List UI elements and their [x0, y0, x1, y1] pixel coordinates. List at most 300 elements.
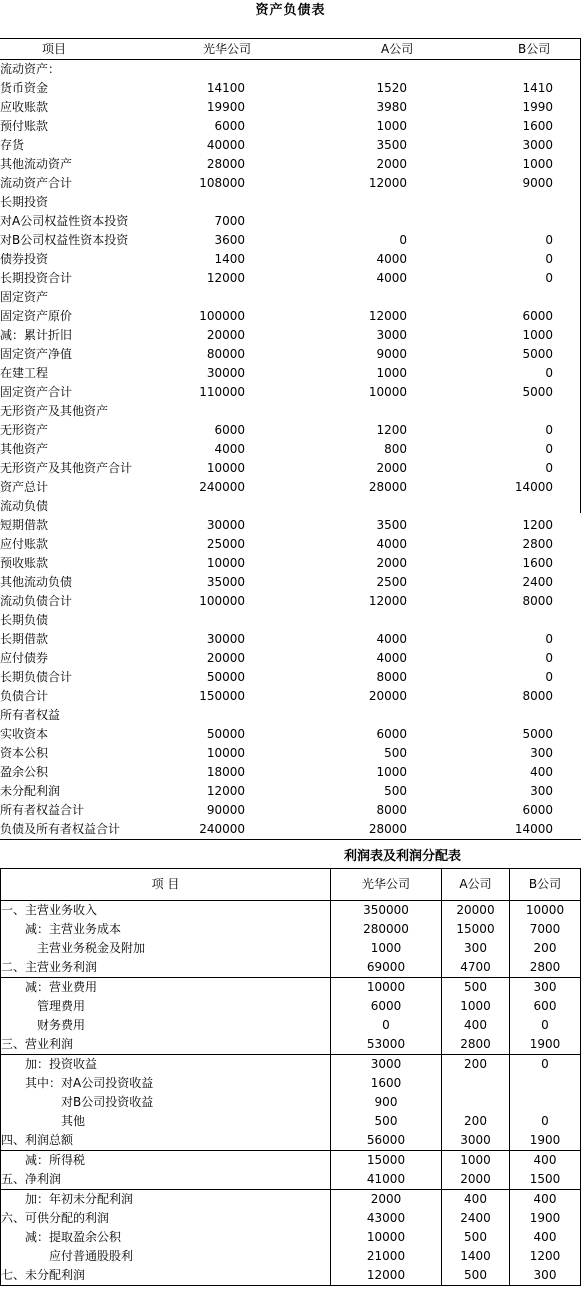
table-row — [1, 1035, 581, 1055]
header-company-b: B公司 — [518, 42, 551, 56]
value-company-a: 28000 — [368, 822, 407, 836]
value-guanghua: 150000 — [199, 689, 245, 703]
value-guanghua: 6000 — [331, 997, 442, 1016]
value-company-b: 200 — [510, 939, 581, 958]
value-company-b: 3000 — [522, 138, 553, 152]
row-label: 对B公司投资收益 — [1, 1093, 331, 1112]
value-company-b — [510, 1074, 581, 1093]
value-company-b: 300 — [530, 746, 553, 760]
table-row — [0, 193, 581, 212]
value-company-b: 1000 — [522, 328, 553, 342]
value-company-a: 8000 — [376, 670, 407, 684]
value-company-b: 1410 — [522, 81, 553, 95]
value-guanghua: 90000 — [206, 803, 245, 817]
value-company-a: 0 — [399, 233, 407, 247]
row-label: 固定资产原价 — [0, 309, 73, 323]
value-company-a: 200 — [442, 1055, 510, 1075]
table-row — [0, 459, 581, 478]
value-guanghua: 500 — [331, 1112, 442, 1131]
value-guanghua: 20000 — [206, 328, 245, 342]
value-company-b: 400 — [510, 1151, 581, 1171]
value-guanghua: 69000 — [331, 958, 442, 978]
table-row — [1, 1055, 581, 1075]
row-label: 货币资金 — [0, 81, 49, 95]
value-company-b: 14000 — [514, 480, 553, 494]
row-label: 应收账款 — [0, 100, 49, 114]
row-label: 二、主营业务利润 — [1, 958, 331, 978]
value-company-b: 5000 — [522, 385, 553, 399]
value-guanghua: 2000 — [331, 1190, 442, 1210]
table-row — [1, 1247, 581, 1266]
value-guanghua: 10000 — [331, 978, 442, 998]
value-guanghua: 80000 — [206, 347, 245, 361]
table-row — [0, 687, 581, 706]
value-company-b: 1900 — [510, 1035, 581, 1055]
row-label: 加：投资收益 — [1, 1055, 331, 1075]
value-company-a — [442, 1074, 510, 1093]
row-label: 存货 — [0, 138, 25, 152]
value-guanghua: 240000 — [199, 480, 245, 494]
row-label: 应付普通股股利 — [1, 1247, 331, 1266]
value-guanghua: 0 — [331, 1016, 442, 1035]
value-company-b: 400 — [510, 1228, 581, 1247]
table-row — [0, 288, 581, 307]
table-row — [0, 668, 581, 687]
value-guanghua: 10000 — [206, 556, 245, 570]
value-guanghua: 3600 — [214, 233, 245, 247]
table-row — [0, 345, 581, 364]
value-company-b — [0, 402, 553, 421]
table-row — [0, 440, 581, 459]
value-guanghua: 50000 — [206, 727, 245, 741]
table-row — [0, 649, 581, 668]
balance-sheet — [0, 38, 581, 839]
value-guanghua: 15000 — [331, 1151, 442, 1171]
value-company-a: 4000 — [376, 632, 407, 646]
value-guanghua: 100000 — [199, 309, 245, 323]
table-row — [0, 706, 581, 725]
value-guanghua: 10000 — [206, 461, 245, 475]
row-label: 三、营业利润 — [1, 1035, 331, 1055]
row-label: 其他资产 — [0, 442, 49, 456]
balance-sheet-bottom-border — [0, 839, 581, 840]
row-label: 流动负债合计 — [0, 594, 73, 608]
row-label: 四、利润总额 — [1, 1131, 331, 1151]
table-row — [0, 402, 581, 421]
value-guanghua: 21000 — [331, 1247, 442, 1266]
value-company-b: 1600 — [522, 119, 553, 133]
value-company-b: 0 — [545, 271, 553, 285]
value-guanghua: 18000 — [206, 765, 245, 779]
header-item: 项 目 — [1, 869, 331, 901]
table-row — [1, 1112, 581, 1131]
table-row — [1, 939, 581, 958]
value-guanghua: 10000 — [331, 1228, 442, 1247]
value-guanghua: 7000 — [214, 214, 245, 228]
value-company-b: 10000 — [510, 901, 581, 921]
value-company-a: 12000 — [368, 176, 407, 190]
value-company-a: 500 — [384, 784, 407, 798]
row-label: 流动负债 — [0, 499, 49, 513]
value-guanghua: 10000 — [206, 746, 245, 760]
row-label: 六、可供分配的利润 — [1, 1209, 331, 1228]
value-guanghua: 12000 — [331, 1266, 442, 1286]
value-company-a: 4000 — [376, 252, 407, 266]
row-label: 固定资产 — [0, 290, 49, 304]
row-label: 其他 — [1, 1112, 331, 1131]
value-company-a: 400 — [442, 1016, 510, 1035]
row-label: 资本公积 — [0, 746, 49, 760]
table-row — [0, 79, 581, 98]
value-company-b: 1500 — [510, 1170, 581, 1190]
table-row — [0, 630, 581, 649]
table-row — [1, 958, 581, 978]
balance-sheet-rows — [0, 60, 581, 839]
row-label: 减：所得税 — [1, 1151, 331, 1171]
value-guanghua: 1400 — [214, 252, 245, 266]
value-company-a — [442, 1093, 510, 1112]
value-company-b: 300 — [510, 978, 581, 998]
table-row — [0, 212, 581, 231]
value-company-b — [0, 611, 553, 630]
table-row — [0, 421, 581, 440]
row-label: 在建工程 — [0, 366, 49, 380]
table-row — [1, 1190, 581, 1210]
table-row — [1, 1151, 581, 1171]
value-guanghua: 100000 — [199, 594, 245, 608]
value-company-b: 0 — [545, 233, 553, 247]
value-company-b — [0, 60, 553, 79]
row-label: 主营业务税金及附加 — [1, 939, 331, 958]
table-row — [1, 1016, 581, 1035]
value-company-a: 500 — [384, 746, 407, 760]
table-row — [0, 478, 581, 497]
table-row — [1, 1266, 581, 1286]
row-label: 负债合计 — [0, 689, 49, 703]
value-company-b: 2800 — [510, 958, 581, 978]
value-guanghua: 280000 — [331, 920, 442, 939]
row-label: 应付账款 — [0, 537, 49, 551]
value-company-a: 28000 — [368, 480, 407, 494]
table-row — [1, 1228, 581, 1247]
value-company-a: 1000 — [376, 366, 407, 380]
row-label: 财务费用 — [1, 1016, 331, 1035]
value-company-a: 1000 — [376, 765, 407, 779]
value-company-b: 6000 — [522, 309, 553, 323]
value-guanghua: 4000 — [214, 442, 245, 456]
table-row — [0, 326, 581, 345]
value-company-a: 500 — [442, 978, 510, 998]
value-guanghua: 35000 — [206, 575, 245, 589]
value-guanghua: 30000 — [206, 632, 245, 646]
value-company-b: 0 — [545, 461, 553, 475]
row-label: 流动资产： — [0, 62, 61, 76]
value-company-b: 8000 — [522, 594, 553, 608]
value-company-a: 4000 — [376, 651, 407, 665]
value-company-a: 12000 — [368, 309, 407, 323]
value-company-a: 4000 — [376, 537, 407, 551]
value-company-a: 8000 — [376, 803, 407, 817]
table-row — [0, 307, 581, 326]
table-row — [0, 497, 581, 516]
value-company-a: 12000 — [368, 594, 407, 608]
table-row — [0, 782, 581, 801]
header-item: 项目 — [42, 42, 67, 56]
value-company-a: 2000 — [376, 157, 407, 171]
value-company-b: 0 — [545, 632, 553, 646]
table-row — [0, 117, 581, 136]
row-label: 长期借款 — [0, 632, 49, 646]
row-label: 长期负债 — [0, 613, 49, 627]
header-company-b: B公司 — [510, 869, 581, 901]
income-header-row — [1, 869, 581, 901]
value-guanghua: 50000 — [206, 670, 245, 684]
table-row — [0, 155, 581, 174]
value-company-a: 9000 — [376, 347, 407, 361]
value-company-a: 3500 — [376, 518, 407, 532]
table-row — [0, 611, 581, 630]
value-company-a: 3000 — [376, 328, 407, 342]
value-company-a: 4000 — [376, 271, 407, 285]
value-company-b: 1600 — [522, 556, 553, 570]
value-company-b: 0 — [510, 1112, 581, 1131]
header-company-a: A公司 — [381, 42, 414, 56]
value-guanghua: 110000 — [199, 385, 245, 399]
row-label: 其他流动负债 — [0, 575, 73, 589]
value-guanghua: 25000 — [206, 537, 245, 551]
value-guanghua: 20000 — [206, 651, 245, 665]
value-guanghua: 28000 — [206, 157, 245, 171]
row-label: 其中：对A公司投资收益 — [1, 1074, 331, 1093]
value-company-a: 2800 — [442, 1035, 510, 1055]
table-row — [0, 98, 581, 117]
row-label: 减：营业费用 — [1, 978, 331, 998]
value-company-b: 8000 — [522, 689, 553, 703]
value-company-a: 1000 — [376, 119, 407, 133]
value-guanghua: 1600 — [331, 1074, 442, 1093]
value-guanghua: 1000 — [331, 939, 442, 958]
table-row — [1, 997, 581, 1016]
table-row — [0, 60, 581, 79]
value-guanghua: 6000 — [214, 423, 245, 437]
value-company-b: 0 — [545, 252, 553, 266]
row-label: 短期借款 — [0, 518, 49, 532]
value-company-b: 5000 — [522, 727, 553, 741]
table-row — [0, 250, 581, 269]
value-guanghua: 240000 — [199, 822, 245, 836]
value-company-a: 2500 — [376, 575, 407, 589]
table-row — [1, 1093, 581, 1112]
value-company-a: 800 — [384, 442, 407, 456]
row-label: 五、净利润 — [1, 1170, 331, 1190]
table-row — [1, 1170, 581, 1190]
value-guanghua: 19900 — [206, 100, 245, 114]
row-label: 一、主营业务收入 — [1, 901, 331, 921]
value-guanghua: 900 — [331, 1093, 442, 1112]
balance-sheet-title: 资产负债表 — [255, 3, 326, 18]
row-label: 加：年初未分配利润 — [1, 1190, 331, 1210]
value-guanghua: 108000 — [199, 176, 245, 190]
value-company-b: 7000 — [510, 920, 581, 939]
value-guanghua: 30000 — [206, 518, 245, 532]
value-company-b: 0 — [545, 442, 553, 456]
value-company-a: 400 — [442, 1190, 510, 1210]
row-label: 其他流动资产 — [0, 157, 73, 171]
value-company-a: 20000 — [442, 901, 510, 921]
table-row — [0, 744, 581, 763]
value-company-b: 1000 — [522, 157, 553, 171]
table-row — [0, 516, 581, 535]
row-label: 所有者权益合计 — [0, 803, 85, 817]
table-row — [1, 1074, 581, 1093]
row-label: 债券投资 — [0, 252, 49, 266]
row-label: 资产总计 — [0, 480, 49, 494]
value-company-b: 0 — [545, 670, 553, 684]
value-company-b: 5000 — [522, 347, 553, 361]
table-row — [0, 820, 581, 839]
row-label: 实收资本 — [0, 727, 49, 741]
value-company-a: 2000 — [376, 556, 407, 570]
value-company-a: 1400 — [442, 1247, 510, 1266]
header-guanghua: 光华公司 — [203, 42, 252, 56]
value-company-a: 1000 — [442, 1151, 510, 1171]
row-label: 固定资产合计 — [0, 385, 73, 399]
table-row — [1, 901, 581, 921]
value-company-b: 14000 — [514, 822, 553, 836]
row-label: 预付账款 — [0, 119, 49, 133]
value-company-b — [0, 497, 553, 516]
row-label: 应付债券 — [0, 651, 49, 665]
table-row — [0, 725, 581, 744]
value-company-a: 3000 — [442, 1131, 510, 1151]
table-row — [1, 920, 581, 939]
header-company-a: A公司 — [442, 869, 510, 901]
row-label: 固定资产净值 — [0, 347, 73, 361]
row-label: 未分配利润 — [0, 784, 61, 798]
value-company-b: 0 — [510, 1055, 581, 1075]
value-guanghua: 12000 — [206, 784, 245, 798]
row-label: 减：累计折旧 — [0, 328, 73, 342]
row-label: 长期负债合计 — [0, 670, 73, 684]
value-company-b: 2400 — [522, 575, 553, 589]
value-company-b: 600 — [510, 997, 581, 1016]
value-company-a: 10000 — [368, 385, 407, 399]
table-row — [0, 383, 581, 402]
value-company-a: 15000 — [442, 920, 510, 939]
row-label: 对A公司权益性资本投资 — [0, 214, 129, 228]
table-row — [0, 801, 581, 820]
value-guanghua: 53000 — [331, 1035, 442, 1055]
value-company-a: 1200 — [376, 423, 407, 437]
value-company-a: 500 — [442, 1228, 510, 1247]
value-company-b — [0, 193, 553, 212]
table-row — [1, 1131, 581, 1151]
value-guanghua: 6000 — [214, 119, 245, 133]
value-company-a: 4700 — [442, 958, 510, 978]
value-guanghua: 41000 — [331, 1170, 442, 1190]
header-guanghua: 光华公司 — [331, 869, 442, 901]
row-label: 无形资产及其他资产合计 — [0, 461, 133, 475]
value-company-a: 1000 — [442, 997, 510, 1016]
table-row — [0, 573, 581, 592]
value-guanghua: 3000 — [331, 1055, 442, 1075]
value-company-a: 2000 — [376, 461, 407, 475]
income-statement-title: 利润表及利润分配表 — [344, 849, 462, 864]
value-company-b: 0 — [545, 423, 553, 437]
value-company-a: 6000 — [376, 727, 407, 741]
row-label: 预收账款 — [0, 556, 49, 570]
value-company-b: 400 — [530, 765, 553, 779]
value-company-b: 1200 — [510, 1247, 581, 1266]
value-company-a: 500 — [442, 1266, 510, 1286]
value-company-b — [0, 288, 553, 307]
row-label: 长期投资 — [0, 195, 49, 209]
row-label: 所有者权益 — [0, 708, 61, 722]
value-company-b: 9000 — [522, 176, 553, 190]
value-company-a: 3980 — [376, 100, 407, 114]
value-guanghua: 43000 — [331, 1209, 442, 1228]
value-company-b: 2800 — [522, 537, 553, 551]
value-company-b: 300 — [530, 784, 553, 798]
value-company-b: 1900 — [510, 1209, 581, 1228]
row-label: 长期投资合计 — [0, 271, 73, 285]
value-company-b: 0 — [545, 366, 553, 380]
value-company-a: 20000 — [368, 689, 407, 703]
value-company-b: 0 — [545, 651, 553, 665]
value-company-a: 3500 — [376, 138, 407, 152]
value-company-a: 1520 — [376, 81, 407, 95]
table-row — [0, 231, 581, 250]
value-guanghua: 350000 — [331, 901, 442, 921]
table-row — [0, 174, 581, 193]
row-label: 管理费用 — [1, 997, 331, 1016]
value-company-b: 1200 — [522, 518, 553, 532]
table-row — [0, 535, 581, 554]
row-label: 无形资产 — [0, 423, 49, 437]
value-company-b: 300 — [510, 1266, 581, 1286]
table-row — [0, 554, 581, 573]
value-guanghua: 56000 — [331, 1131, 442, 1151]
income-statement-table — [0, 868, 581, 1286]
value-company-b — [0, 706, 553, 725]
row-label: 盈余公积 — [0, 765, 49, 779]
row-label: 无形资产及其他资产 — [0, 404, 109, 418]
table-row — [0, 763, 581, 782]
value-company-b — [510, 1093, 581, 1112]
row-label: 减：提取盈余公积 — [1, 1228, 331, 1247]
value-guanghua: 40000 — [206, 138, 245, 152]
value-company-a: 2000 — [442, 1170, 510, 1190]
value-company-b: 400 — [510, 1190, 581, 1210]
table-row — [0, 364, 581, 383]
value-company-b — [0, 212, 553, 231]
value-company-a: 300 — [442, 939, 510, 958]
table-row — [1, 978, 581, 998]
value-guanghua: 12000 — [206, 271, 245, 285]
table-row — [1, 1209, 581, 1228]
balance-sheet-header — [0, 38, 581, 60]
row-label: 七、未分配利润 — [1, 1266, 331, 1286]
table-row — [0, 136, 581, 155]
row-label: 流动资产合计 — [0, 176, 73, 190]
value-guanghua: 14100 — [206, 81, 245, 95]
value-guanghua: 30000 — [206, 366, 245, 380]
value-company-b: 1990 — [522, 100, 553, 114]
row-label: 减：主营业务成本 — [1, 920, 331, 939]
value-company-b: 1900 — [510, 1131, 581, 1151]
value-company-a: 200 — [442, 1112, 510, 1131]
table-row — [0, 592, 581, 611]
